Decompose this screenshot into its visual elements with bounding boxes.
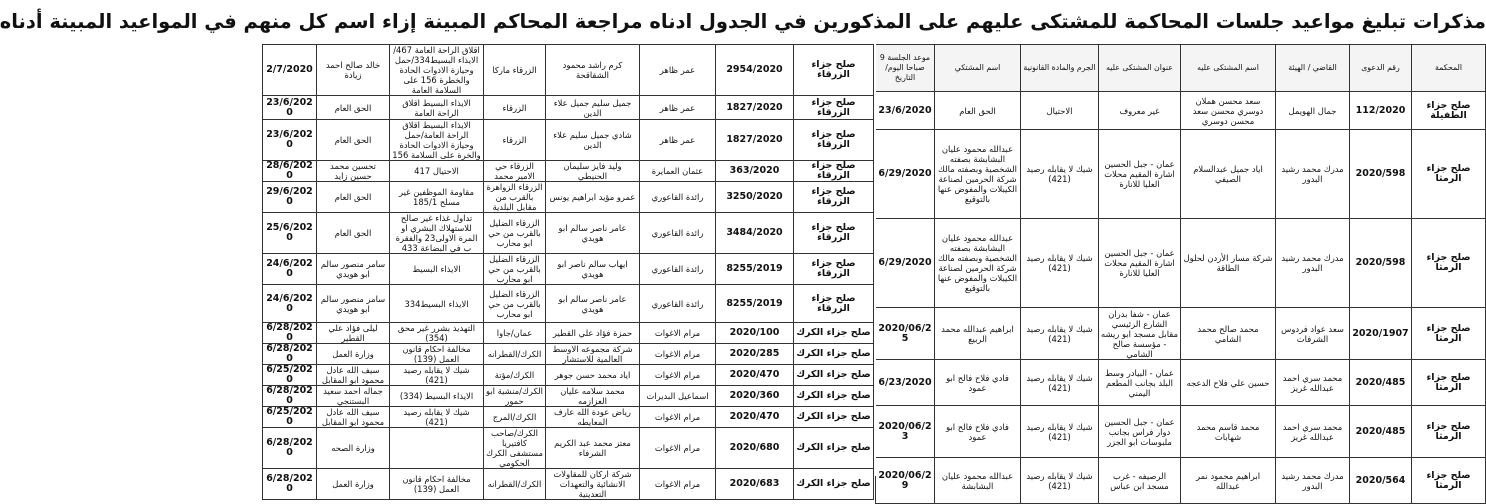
cell-defendant: محمد قاسم محمد شهابات [1181,406,1276,458]
cell-plaintiff: ابراهيم عبدالله محمد الربيع [935,308,1021,360]
cell-offense: الاحتيال 417 [390,161,484,182]
table-row [263,428,874,469]
cell-offense: شيك لا يقابله رصيد (421) [1021,458,1099,504]
cell-defendant-address: الزرقاء الزواهرة بالقرب من مقابل البلدية [484,182,546,213]
cell-court: صلح جزاء الكرك [794,386,874,407]
cell-case-number: 1827/2020 [716,96,794,120]
cell-case-number: 2954/2020 [716,45,794,96]
cell-defendant-address: عمان - شفا بدران الشارع الرئيسي مقابل مسجد ابو ريشه - مؤسسة صالح الشامي [1099,308,1181,360]
cell-judge: مدرك محمد رشيد البدور [1276,219,1350,308]
cell-defendant-address: الكرك/القطرانه [484,344,546,365]
cell-defendant-address: عمان - جبل الحسين اشارة المقيم محلات العليا للانارة [1099,130,1181,219]
cell-judge: رائدة القاعوري [640,285,716,323]
cell-session-date: 25/6/2020 [263,213,317,254]
left-schedule-table [262,44,874,500]
cell-plaintiff: جماله احمد سعيد البستنجي [317,386,390,407]
cell-plaintiff: عبدالله محمود عليان البشابشة بصفته الشخصية وبصفته مالك شركة الحرمين لصناعة الكيبلات والمفوض عنها بالتوقيع [935,219,1021,308]
cell-case-number: 2020/485 [1350,360,1412,406]
cell-offense: شيك لا يقابله رصيد (421) [1021,406,1099,458]
cell-offense: شيك لا يقابله رصيد (421) [1021,219,1099,308]
cell-plaintiff: ليلى فؤاد علي القطير [317,323,390,344]
right-table-panel [876,44,1486,491]
cell-case-number: 2020/100 [716,323,794,344]
cell-offense: شيك لا يقابله رصيد (421) [1021,130,1099,219]
cell-defendant-address: الزرقاء حي الامير محمد [484,161,546,182]
table-row [263,182,874,213]
table-row [263,254,874,285]
cell-plaintiff: عبدالله محمود عليان البشابشة [935,458,1021,504]
cell-judge: محمد سري احمد عبدالله غريز [1276,360,1350,406]
cell-judge: رائدة القاعوري [640,254,716,285]
table-row [876,130,1486,219]
header-offense: الجرم والمادة القانونية [1021,45,1099,92]
cell-session-date: 28/6/2020 [263,161,317,182]
table-row [876,360,1486,406]
cell-court: صلح جزاء الرمثا [1412,458,1486,504]
cell-offense: الايذاء البسيط اقلاق الراحة العامة [390,96,484,120]
table-row [263,120,874,161]
cell-defendant: محمد سلامه عليان العزازمه [546,386,640,407]
cell-plaintiff: عبدالله محمود عليان البشابشة بصفته الشخصية وبصفته مالك شركة الحرمين لصناعة الكيبلات والمفوض عنها بالتوقيع [935,130,1021,219]
table-row [876,308,1486,360]
cell-case-number: 3484/2020 [716,213,794,254]
cell-offense: اقلاق الراحة العامة 467/الايذاء البسيط334/حمل وحيازة الادوات الحادة والخطرة 156 على السلامة العامة [390,45,484,96]
cell-plaintiff: سامر منصور سالم ابو هويدي [317,285,390,323]
table-row [263,323,874,344]
cell-court: صلح جزاء الكرك [794,469,874,500]
cell-session-date: 6/29/2020 [876,130,935,219]
cell-defendant-address: عمان - البيادر وسط البلد بجانب المطعم اليمني [1099,360,1181,406]
cell-defendant: محمد صالح محمد الشامي [1181,308,1276,360]
cell-case-number: 3250/2020 [716,182,794,213]
cell-case-number: 8255/2019 [716,254,794,285]
cell-session-date: 6/28/2020 [263,428,317,469]
cell-court: صلح جزاء الكرك [794,344,874,365]
table-row [263,161,874,182]
cell-defendant: وليد فايز سليمان الحنيطي [546,161,640,182]
cell-defendant-address: الزرقاء ماركا [484,45,546,96]
cell-defendant-address: الكرك/صاحب كافتيريا مستشفى الكرك الحكومي [484,428,546,469]
cell-defendant: سعد محسن هملان دوسري محسن سعد محسن دوسري [1181,92,1276,130]
cell-defendant-address: عمان - جبل الحسين دوار فراس بجانب ملبوسات ابو الجزر [1099,406,1181,458]
cell-session-date: 29/6/2020 [263,182,317,213]
header-court: المحكمة [1412,45,1486,92]
cell-defendant: عامر ناصر سالم ابو هويدي [546,213,640,254]
left-table-panel [263,44,874,499]
cell-plaintiff: تحسين محمد حسين زايد [317,161,390,182]
cell-court: صلح جزاء الكرك [794,365,874,386]
right-schedule-table [875,44,1486,504]
cell-court: صلح جزاء الزرقاء [794,182,874,213]
cell-plaintiff: وزارة الصحه [317,428,390,469]
cell-case-number: 363/2020 [716,161,794,182]
cell-judge: اسماعيل البديرات [640,386,716,407]
table-row [876,219,1486,308]
cell-judge: مرام الاغوات [640,407,716,428]
cell-case-number: 2020/598 [1350,219,1412,308]
cell-defendant: حمزة فؤاد علي القطير [546,323,640,344]
cell-defendant-address: الرصيفه - غرب مسجد ابن عباس [1099,458,1181,504]
cell-session-date: 2/7/2020 [263,45,317,96]
cell-defendant-address: الكرك/المرج [484,407,546,428]
cell-court: صلح جزاء الزرقاء [794,161,874,182]
cell-session-date: 2020/06/23 [876,406,935,458]
header-case-number: رقم الدعوى [1350,45,1412,92]
cell-case-number: 2020/683 [716,469,794,500]
cell-offense: التهديد بشرر غير محق (354) [390,323,484,344]
header-defendant-address: عنوان المشتكى عليه [1099,45,1181,92]
cell-judge: رائدة القاعوري [640,213,716,254]
cell-judge: مرام الاغوات [640,428,716,469]
cell-judge: مرام الاغوات [640,365,716,386]
cell-case-number: 8255/2019 [716,285,794,323]
cell-court: صلح جزاء الزرقاء [794,96,874,120]
cell-defendant: اياد جميل عبدالسلام الصيفي [1181,130,1276,219]
cell-plaintiff: الحق العام [317,120,390,161]
cell-plaintiff: سيف الله عادل محمود ابو المقابل [317,407,390,428]
cell-offense: الاحتيال [1021,92,1099,130]
table-row [263,344,874,365]
table-row [263,96,874,120]
cell-defendant-address: الزرقاء [484,120,546,161]
cell-session-date: 23/6/2020 [263,96,317,120]
cell-session-date: 6/23/2020 [876,360,935,406]
cell-defendant: كرم راشد محمود الشقاقحة [546,45,640,96]
cell-judge: مرام الاغوات [640,469,716,500]
cell-judge: عمر ظاهر [640,96,716,120]
cell-offense: شيك لا يقابله رصيد (421) [390,365,484,386]
cell-defendant-address: الزرقاء الضليل بالقرب من حي ابو محارب [484,285,546,323]
cell-court: صلح جزاء الرمثا [1412,130,1486,219]
table-row [263,213,874,254]
cell-offense: مخالفة احكام قانون العمل (139) [390,469,484,500]
cell-court: صلح جزاء الرمثا [1412,406,1486,458]
cell-defendant: شركة اركان للمقاولات الانشائية والتعهدات التعدينية [546,469,640,500]
cell-session-date: 6/28/2020 [263,323,317,344]
notice-title: مذكرات تبليغ مواعيد جلسات المحاكمة للمشتكى عليهم على المذكورين في الجدول ادناه مراجعة المحاكم المبينة إزاء اسم كل منهم في المواعيد المبينة أدناه [0,10,1486,33]
cell-offense: تداول غذاء غير صالح للاستهلاك البشري او المرة الاولى23 والفقرة ب في البضاعة 433 [390,213,484,254]
cell-court: صلح جزاء الزرقاء [794,285,874,323]
cell-defendant: اياد محمد حسن جوهر [546,365,640,386]
table-row [263,285,874,323]
cell-defendant: شركة مجموعه الاوسط العالمية للاستشار [546,344,640,365]
cell-court: صلح جزاء الرمثا [1412,360,1486,406]
table-row [263,386,874,407]
cell-judge: مدرك محمد رشيد البدور [1276,130,1350,219]
cell-plaintiff: خالد صالح احمد زيادة [317,45,390,96]
cell-offense: الايذاء البسيط [390,254,484,285]
cell-judge: عثمان العمايرة [640,161,716,182]
cell-defendant-address: الكرك/القطرانه [484,469,546,500]
column-divider [874,44,876,476]
cell-judge: جمال الهويمل [1276,92,1350,130]
table-row [263,407,874,428]
cell-judge: عمر ظاهر [640,120,716,161]
table-row [876,458,1486,504]
cell-case-number: 2020/470 [716,365,794,386]
cell-plaintiff: الحق العام [317,213,390,254]
cell-offense: شيك لا يقابله رصيد (421) [1021,308,1099,360]
cell-session-date: 6/28/2020 [263,386,317,407]
cell-court: صلح جزاء الرمثا [1412,219,1486,308]
header-plaintiff: اسم المشتكي [935,45,1021,92]
cell-plaintiff: الحق العام [317,96,390,120]
cell-case-number: 1827/2020 [716,120,794,161]
cell-session-date: 24/6/2020 [263,285,317,323]
cell-session-date: 24/6/2020 [263,254,317,285]
cell-defendant: رياض عودة الله عارف المعايطه [546,407,640,428]
cell-court: صلح جزاء الزرقاء [794,45,874,96]
cell-offense: مقاومة الموظفين غير مسلح 185/1 [390,182,484,213]
cell-court: صلح جزاء الرمثا [1412,308,1486,360]
cell-judge: مرام الاغوات [640,323,716,344]
cell-plaintiff: وزارة العمل [317,344,390,365]
cell-defendant: شركة مسار الأردن لحلول الطاقة [1181,219,1276,308]
cell-defendant-address: عمان/جاوا [484,323,546,344]
cell-plaintiff: الحق العام [317,182,390,213]
cell-offense: الايذاء البسيط (334) [390,386,484,407]
header-session-date: موعد الجلسة 9 صباحا اليوم/التاريخ [876,45,935,92]
cell-defendant: معتز محمد عبد الكريم الشرفاء [546,428,640,469]
table-row [263,45,874,96]
right-header-row [876,45,1486,92]
cell-offense [390,428,484,469]
table-row [876,92,1486,130]
header-defendant: اسم المشتكى عليه [1181,45,1276,92]
cell-defendant-address: الزرقاء [484,96,546,120]
header-judge: القاضي / الهيئة [1276,45,1350,92]
cell-plaintiff: سيف الله عادل محمود ابو المقابل [317,365,390,386]
cell-court: صلح جزاء الكرك [794,428,874,469]
cell-case-number: 2020/564 [1350,458,1412,504]
cell-offense: مخالفة احكام قانون العمل (139) [390,344,484,365]
cell-session-date: 6/25/2020 [263,407,317,428]
cell-case-number: 2020/598 [1350,130,1412,219]
cell-offense: شيك لا يقابله رصيد (421) [1021,360,1099,406]
cell-defendant-address: الزرقاء الضليل بالقرب من حي ابو محارب [484,254,546,285]
cell-session-date: 23/6/2020 [876,92,935,130]
cell-defendant: عامر ناصر سالم ابو هويدي [546,285,640,323]
cell-defendant-address: عمان - جبل الحسين اشارة المقيم محلات العليا للانارة [1099,219,1181,308]
cell-offense: شيك لا يقابله رصيد (421) [390,407,484,428]
cell-session-date: 23/6/2020 [263,120,317,161]
cell-judge: مدرك محمد رشيد البدور [1276,458,1350,504]
cell-case-number: 2020/360 [716,386,794,407]
cell-defendant-address: الكرك/مؤتة [484,365,546,386]
cell-case-number: 2020/1907 [1350,308,1412,360]
table-row [876,406,1486,458]
cell-case-number: 2020/485 [1350,406,1412,458]
table-row [263,469,874,500]
cell-session-date: 6/28/2020 [263,344,317,365]
cell-court: صلح جزاء الزرقاء [794,254,874,285]
cell-defendant: عمرو مؤيد ابراهيم يونس [546,182,640,213]
cell-defendant: شادي جميل سليم علاء الدين [546,120,640,161]
cell-offense: الايذاء البسيط اقلاق الراحة العامة/حمل وحيازة الادوات الحادة والخرة على السلامة 156 [390,120,484,161]
cell-defendant: ابراهيم محمود نمر عبدالله [1181,458,1276,504]
cell-defendant-address: غير معروف [1099,92,1181,130]
cell-judge: مرام الاغوات [640,344,716,365]
cell-case-number: 112/2020 [1350,92,1412,130]
cell-case-number: 2020/285 [716,344,794,365]
cell-defendant-address: الزرقاء الضليل بالقرب من حي ابو محارب [484,213,546,254]
cell-judge: رائدة القاعوري [640,182,716,213]
cell-session-date: 2020/06/25 [876,308,935,360]
cell-session-date: 6/25/2020 [263,365,317,386]
cell-plaintiff: سامر منصور سالم ابو هويدي [317,254,390,285]
cell-court: صلح جزاء الطفيلة [1412,92,1486,130]
cell-session-date: 6/28/2020 [263,469,317,500]
cell-court: صلح جزاء الزرقاء [794,213,874,254]
cell-session-date: 2020/06/29 [876,458,935,504]
cell-defendant: جميل سليم جميل علاء الدين [546,96,640,120]
cell-defendant: ايهاب سالم ناصر ابو هويدي [546,254,640,285]
cell-judge: عمر ظاهر [640,45,716,96]
cell-session-date: 6/29/2020 [876,219,935,308]
cell-court: صلح جزاء الكرك [794,323,874,344]
cell-case-number: 2020/470 [716,407,794,428]
cell-court: صلح جزاء الزرقاء [794,120,874,161]
table-row [263,365,874,386]
cell-defendant-address: الكرك/منشية ابو حمور [484,386,546,407]
cell-offense: الايذاء البسيط334 [390,285,484,323]
cell-case-number: 2020/680 [716,428,794,469]
cell-plaintiff: وزارة العمل [317,469,390,500]
cell-plaintiff: فادي فلاح فالح ابو عمود [935,360,1021,406]
cell-court: صلح جزاء الكرك [794,407,874,428]
cell-plaintiff: الحق العام [935,92,1021,130]
cell-plaintiff: فادي فلاح فالح ابو عمود [935,406,1021,458]
cell-defendant: حسين علي فلاح الدعجه [1181,360,1276,406]
cell-judge: سعد عواد فردوس الشرفات [1276,308,1350,360]
cell-judge: محمد سري احمد عبدالله غريز [1276,406,1350,458]
